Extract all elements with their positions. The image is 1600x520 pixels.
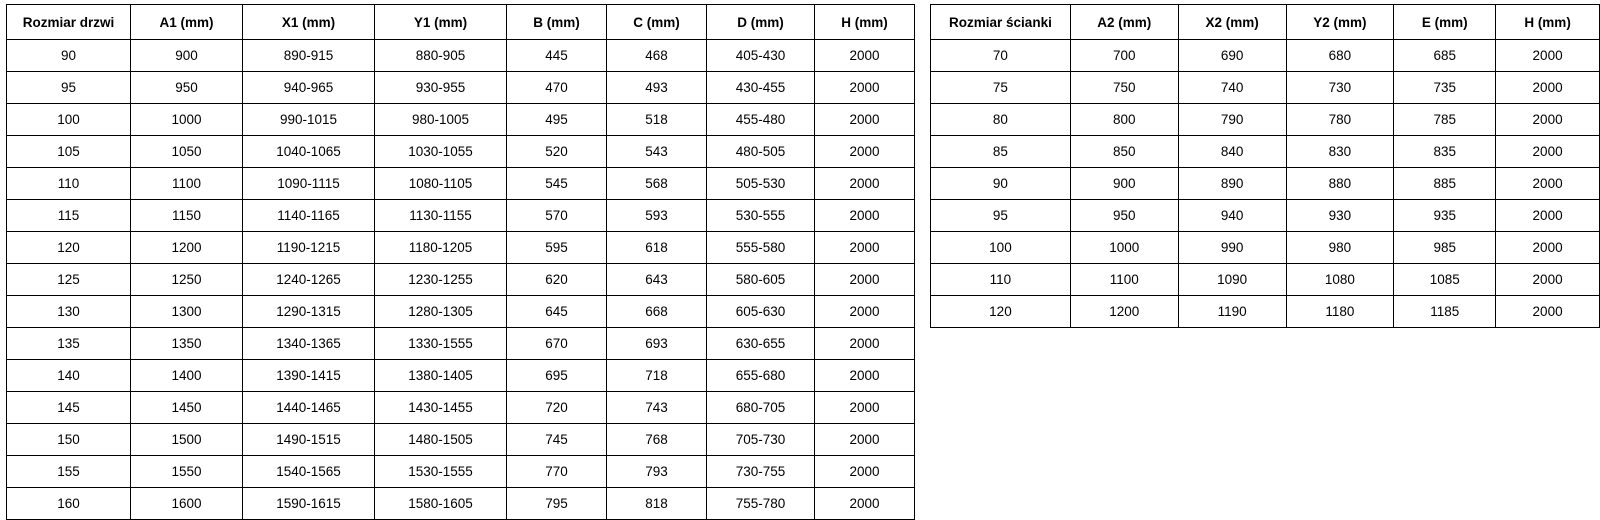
- walls-dimensions-table-container: [930, 4, 1600, 328]
- cell: 480-505: [707, 136, 815, 168]
- cell: 693: [607, 328, 707, 360]
- cell: 593: [607, 200, 707, 232]
- cell: 1150: [131, 200, 243, 232]
- cell: 405-430: [707, 40, 815, 72]
- cell: 618: [607, 232, 707, 264]
- table-row: [7, 456, 915, 488]
- cell: 1090-1115: [243, 168, 375, 200]
- cell: 2000: [815, 200, 915, 232]
- table-row: [931, 232, 1600, 264]
- cell: 1240-1265: [243, 264, 375, 296]
- cell: 718: [607, 360, 707, 392]
- table-row: [7, 72, 915, 104]
- cell: 2000: [1496, 104, 1600, 136]
- column-header-a1: A1 (mm): [131, 5, 243, 40]
- cell: 100: [7, 104, 131, 136]
- cell: 985: [1394, 232, 1496, 264]
- cell: 990-1015: [243, 104, 375, 136]
- cell: 940-965: [243, 72, 375, 104]
- cell: 900: [1070, 168, 1178, 200]
- cell: 605-630: [707, 296, 815, 328]
- cell: 130: [7, 296, 131, 328]
- cell: 445: [507, 40, 607, 72]
- cell: 745: [507, 424, 607, 456]
- cell: 980-1005: [375, 104, 507, 136]
- column-header-y2: Y2 (mm): [1286, 5, 1394, 40]
- cell: 750: [1070, 72, 1178, 104]
- cell: 730-755: [707, 456, 815, 488]
- column-header-x2: X2 (mm): [1178, 5, 1286, 40]
- cell: 755-780: [707, 488, 815, 520]
- cell: 470: [507, 72, 607, 104]
- cell: 800: [1070, 104, 1178, 136]
- cell: 668: [607, 296, 707, 328]
- cell: 840: [1178, 136, 1286, 168]
- cell: 695: [507, 360, 607, 392]
- column-header-d: D (mm): [707, 5, 815, 40]
- cell: 2000: [815, 168, 915, 200]
- cell: 830: [1286, 136, 1394, 168]
- cell: 890: [1178, 168, 1286, 200]
- cell: 900: [131, 40, 243, 72]
- cell: 530-555: [707, 200, 815, 232]
- cell: 145: [7, 392, 131, 424]
- cell: 1200: [1070, 296, 1178, 328]
- cell: 125: [7, 264, 131, 296]
- table-row: [7, 136, 915, 168]
- cell: 2000: [1496, 232, 1600, 264]
- cell: 520: [507, 136, 607, 168]
- cell: 885: [1394, 168, 1496, 200]
- cell: 1550: [131, 456, 243, 488]
- cell: 790: [1178, 104, 1286, 136]
- cell: 620: [507, 264, 607, 296]
- cell: 940: [1178, 200, 1286, 232]
- cell: 1080-1105: [375, 168, 507, 200]
- cell: 730: [1286, 72, 1394, 104]
- cell: 493: [607, 72, 707, 104]
- cell: 818: [607, 488, 707, 520]
- cell: 70: [931, 40, 1071, 72]
- table-row: [931, 40, 1600, 72]
- cell: 150: [7, 424, 131, 456]
- cell: 1430-1455: [375, 392, 507, 424]
- table-row: [931, 264, 1600, 296]
- cell: 1500: [131, 424, 243, 456]
- cell: 2000: [815, 296, 915, 328]
- cell: 1490-1515: [243, 424, 375, 456]
- cell: 545: [507, 168, 607, 200]
- cell: 935: [1394, 200, 1496, 232]
- table-row: [7, 264, 915, 296]
- cell: 735: [1394, 72, 1496, 104]
- cell: 80: [931, 104, 1071, 136]
- cell: 1480-1505: [375, 424, 507, 456]
- cell: 795: [507, 488, 607, 520]
- cell: 2000: [1496, 264, 1600, 296]
- cell: 1230-1255: [375, 264, 507, 296]
- table-row: [7, 200, 915, 232]
- cell: 2000: [1496, 200, 1600, 232]
- cell: 1180: [1286, 296, 1394, 328]
- cell: 930-955: [375, 72, 507, 104]
- table-row: [7, 104, 915, 136]
- cell: 670: [507, 328, 607, 360]
- doors-table-header: [7, 5, 915, 40]
- cell: 580-605: [707, 264, 815, 296]
- table-row: [7, 168, 915, 200]
- table-row: [931, 72, 1600, 104]
- walls-table-header: [931, 5, 1600, 40]
- cell: 1130-1155: [375, 200, 507, 232]
- table-row: [931, 200, 1600, 232]
- cell: 1000: [1070, 232, 1178, 264]
- table-row: [7, 424, 915, 456]
- table-row: [7, 360, 915, 392]
- cell: 568: [607, 168, 707, 200]
- cell: 2000: [815, 424, 915, 456]
- cell: 1050: [131, 136, 243, 168]
- cell: 680: [1286, 40, 1394, 72]
- cell: 990: [1178, 232, 1286, 264]
- column-header-b: B (mm): [507, 5, 607, 40]
- cell: 1080: [1286, 264, 1394, 296]
- cell: 700: [1070, 40, 1178, 72]
- cell: 1180-1205: [375, 232, 507, 264]
- cell: 105: [7, 136, 131, 168]
- cell: 1000: [131, 104, 243, 136]
- cell: 1090: [1178, 264, 1286, 296]
- cell: 2000: [815, 232, 915, 264]
- column-header-y1: Y1 (mm): [375, 5, 507, 40]
- cell: 1190-1215: [243, 232, 375, 264]
- column-header-c: C (mm): [607, 5, 707, 40]
- cell: 2000: [1496, 168, 1600, 200]
- cell: 2000: [815, 456, 915, 488]
- column-header-h: H (mm): [1496, 5, 1600, 40]
- cell: 2000: [1496, 40, 1600, 72]
- cell: 543: [607, 136, 707, 168]
- cell: 75: [931, 72, 1071, 104]
- cell: 1380-1405: [375, 360, 507, 392]
- cell: 1440-1465: [243, 392, 375, 424]
- cell: 518: [607, 104, 707, 136]
- cell: 1290-1315: [243, 296, 375, 328]
- cell: 2000: [815, 328, 915, 360]
- table-header-row: [7, 5, 915, 40]
- cell: 980: [1286, 232, 1394, 264]
- cell: 95: [7, 72, 131, 104]
- cell: 495: [507, 104, 607, 136]
- walls-table-body: [931, 40, 1600, 328]
- column-header-rozmiar-scianki: Rozmiar ścianki: [931, 5, 1071, 40]
- cell: 468: [607, 40, 707, 72]
- column-header-h: H (mm): [815, 5, 915, 40]
- cell: 1580-1605: [375, 488, 507, 520]
- cell: 100: [931, 232, 1071, 264]
- cell: 160: [7, 488, 131, 520]
- cell: 1250: [131, 264, 243, 296]
- cell: 1200: [131, 232, 243, 264]
- cell: 1185: [1394, 296, 1496, 328]
- cell: 2000: [1496, 136, 1600, 168]
- cell: 140: [7, 360, 131, 392]
- table-row: [7, 296, 915, 328]
- cell: 110: [7, 168, 131, 200]
- cell: 835: [1394, 136, 1496, 168]
- cell: 850: [1070, 136, 1178, 168]
- cell: 950: [131, 72, 243, 104]
- doors-dimensions-table-container: [6, 4, 915, 520]
- cell: 1340-1365: [243, 328, 375, 360]
- cell: 1530-1555: [375, 456, 507, 488]
- table-header-row: [931, 5, 1600, 40]
- cell: 1600: [131, 488, 243, 520]
- cell: 768: [607, 424, 707, 456]
- cell: 645: [507, 296, 607, 328]
- cell: 680-705: [707, 392, 815, 424]
- cell: 570: [507, 200, 607, 232]
- cell: 793: [607, 456, 707, 488]
- doors-dimensions-table: [6, 4, 915, 520]
- cell: 1300: [131, 296, 243, 328]
- cell: 1190: [1178, 296, 1286, 328]
- table-row: [7, 488, 915, 520]
- table-row: [931, 104, 1600, 136]
- cell: 720: [507, 392, 607, 424]
- cell: 1540-1565: [243, 456, 375, 488]
- cell: 115: [7, 200, 131, 232]
- table-row: [7, 40, 915, 72]
- doors-table-body: [7, 40, 915, 520]
- cell: 740: [1178, 72, 1286, 104]
- cell: 655-680: [707, 360, 815, 392]
- walls-dimensions-table: [930, 4, 1600, 328]
- column-header-x1: X1 (mm): [243, 5, 375, 40]
- cell: 2000: [815, 488, 915, 520]
- cell: 2000: [1496, 72, 1600, 104]
- cell: 1350: [131, 328, 243, 360]
- cell: 780: [1286, 104, 1394, 136]
- cell: 785: [1394, 104, 1496, 136]
- cell: 770: [507, 456, 607, 488]
- cell: 1390-1415: [243, 360, 375, 392]
- cell: 2000: [815, 392, 915, 424]
- cell: 110: [931, 264, 1071, 296]
- cell: 2000: [815, 264, 915, 296]
- cell: 1590-1615: [243, 488, 375, 520]
- cell: 685: [1394, 40, 1496, 72]
- table-row: [931, 136, 1600, 168]
- cell: 2000: [815, 40, 915, 72]
- table-row: [7, 328, 915, 360]
- cell: 2000: [1496, 296, 1600, 328]
- cell: 1040-1065: [243, 136, 375, 168]
- cell: 2000: [815, 72, 915, 104]
- cell: 120: [931, 296, 1071, 328]
- cell: 2000: [815, 136, 915, 168]
- cell: 135: [7, 328, 131, 360]
- cell: 95: [931, 200, 1071, 232]
- cell: 743: [607, 392, 707, 424]
- cell: 930: [1286, 200, 1394, 232]
- cell: 690: [1178, 40, 1286, 72]
- cell: 890-915: [243, 40, 375, 72]
- cell: 1450: [131, 392, 243, 424]
- cell: 90: [931, 168, 1071, 200]
- cell: 1330-1555: [375, 328, 507, 360]
- cell: 2000: [815, 104, 915, 136]
- cell: 555-580: [707, 232, 815, 264]
- cell: 1085: [1394, 264, 1496, 296]
- cell: 1280-1305: [375, 296, 507, 328]
- cell: 950: [1070, 200, 1178, 232]
- cell: 1100: [1070, 264, 1178, 296]
- cell: 430-455: [707, 72, 815, 104]
- cell: 1030-1055: [375, 136, 507, 168]
- cell: 1100: [131, 168, 243, 200]
- column-header-a2: A2 (mm): [1070, 5, 1178, 40]
- cell: 455-480: [707, 104, 815, 136]
- table-row: [7, 232, 915, 264]
- cell: 1140-1165: [243, 200, 375, 232]
- cell: 120: [7, 232, 131, 264]
- cell: 85: [931, 136, 1071, 168]
- cell: 630-655: [707, 328, 815, 360]
- cell: 505-530: [707, 168, 815, 200]
- column-header-e: E (mm): [1394, 5, 1496, 40]
- column-header-rozmiar-drzwi: Rozmiar drzwi: [7, 5, 131, 40]
- table-row: [931, 296, 1600, 328]
- cell: 90: [7, 40, 131, 72]
- cell: 1400: [131, 360, 243, 392]
- cell: 2000: [815, 360, 915, 392]
- cell: 595: [507, 232, 607, 264]
- cell: 880: [1286, 168, 1394, 200]
- cell: 643: [607, 264, 707, 296]
- table-row: [931, 168, 1600, 200]
- cell: 705-730: [707, 424, 815, 456]
- cell: 155: [7, 456, 131, 488]
- cell: 880-905: [375, 40, 507, 72]
- table-row: [7, 392, 915, 424]
